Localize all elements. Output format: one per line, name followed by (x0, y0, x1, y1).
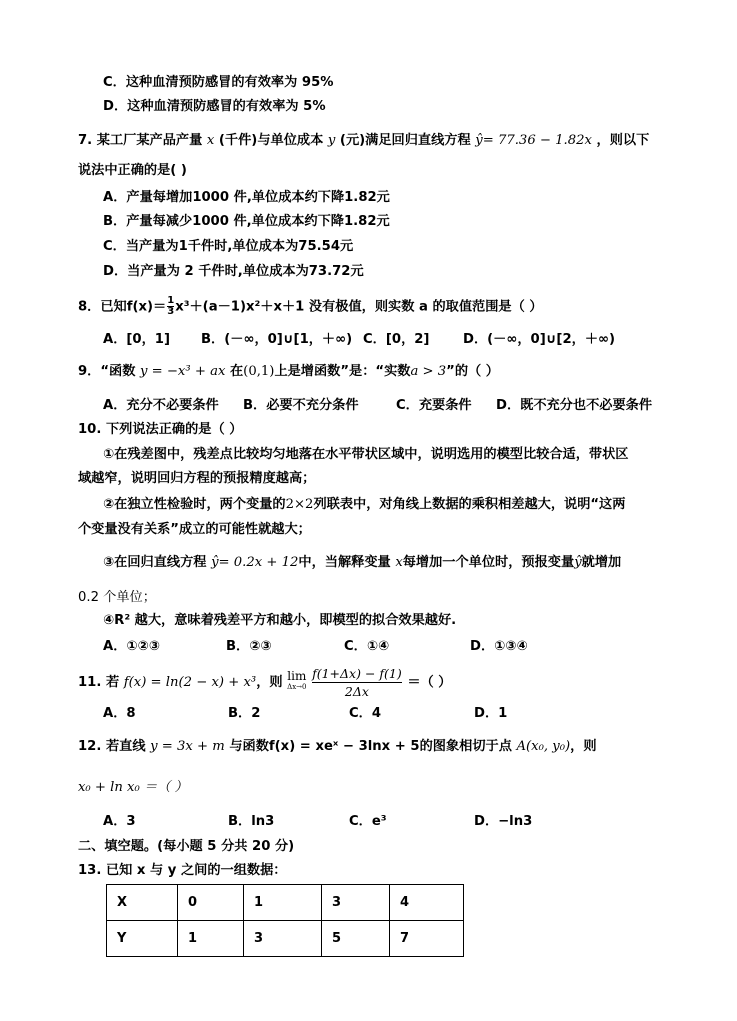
q10-s2-text: ②在独立性检验时，两个变量的 (103, 497, 286, 512)
q9-stem (78, 363, 499, 381)
q10-option-b: B．②③ (226, 639, 272, 654)
q12-options (103, 813, 532, 831)
q7-stem-text: ，则以下 (596, 133, 650, 148)
frac-numerator: 1 (167, 295, 175, 306)
q11-option-b: B．2 (228, 706, 261, 721)
q12-option-a: A．3 (103, 814, 136, 829)
q9-options (103, 397, 652, 415)
q9-option-c: C．充要条件 (396, 398, 472, 413)
q12-stem-text: ，则 (570, 739, 597, 754)
q7-stem (78, 132, 649, 150)
q9-function: y = −x³ + ax (140, 364, 226, 379)
q10-s3-equation: ŷ= 0.2x + 12 (211, 555, 299, 570)
q10-s2-table-size: 2×2 (285, 497, 314, 512)
table-cell: 0 (178, 885, 244, 921)
q10-statement-3 (103, 554, 621, 572)
q11-stem-text: ＝（ ） (407, 675, 452, 690)
q10-option-d: D．①③④ (470, 639, 528, 654)
q12-option-c: C．e³ (349, 814, 387, 829)
q11-lim-sub: Δx→0 (287, 683, 307, 691)
q8-stem-text: 8．已知f(x)＝ (78, 299, 167, 315)
q10-option-c: C．①④ (344, 639, 390, 654)
q8-stem (78, 296, 543, 319)
q7-option-b: B．产量每减少1000 件,单位成本约下降1.82元 (103, 214, 390, 229)
q7-var-x: x (206, 133, 215, 148)
q6-option-d: D．这种血清预防感冒的有效率为 5% (103, 99, 326, 114)
q8-option-d: D．(－∞，0]∪[2，＋∞) (463, 332, 616, 347)
q9-interval: (0,1) (243, 364, 275, 379)
table-cell: 1 (178, 921, 244, 957)
q11-limit (287, 671, 306, 693)
q12-stem-text: 与函数f(x) = xeˣ − 3lnx + 5的图象相切于点 (229, 739, 512, 754)
q9-option-b: B．必要不充分条件 (243, 398, 359, 413)
q10-statement-2-cont: 个变量没有关系”成立的可能性就越大； (78, 522, 311, 537)
q7-stem-text: 7. 某工厂某产品产量 (78, 133, 203, 148)
table-cell: 5 (322, 921, 390, 957)
table-row (107, 885, 464, 921)
q7-option-d: D．当产量为 2 千件时,单位成本为73.72元 (103, 264, 364, 279)
section-heading: 二、填空题。(每小题 5 分共 20 分) (78, 839, 295, 854)
q9-condition: a > 3 (410, 364, 447, 379)
q10-statement-2 (103, 496, 625, 514)
q12-point: A(x₀, y₀) (516, 739, 571, 754)
frac-denominator: 3 (167, 306, 175, 317)
table-cell: 1 (244, 885, 322, 921)
q7-option-c: C．当产量为1千件时,单位成本为75.54元 (103, 239, 354, 254)
q8-option-a: A．[0，1] (103, 332, 170, 347)
q12-stem-text: 12. 若直线 (78, 739, 146, 754)
table-cell: 7 (390, 921, 464, 957)
q7-stem-text: (千件)与单位成本 (218, 133, 324, 148)
table-cell: 3 (244, 921, 322, 957)
q11-stem-text: 11. 若 (78, 675, 120, 690)
q8-stem-text: x³＋(a－1)x²＋x＋1 没有极值，则实数 a 的取值范围是（ ） (175, 299, 543, 315)
q12-expression: x₀ + ln x₀ ＝（ ） (78, 780, 188, 795)
q10-s3-var-x: x (395, 555, 403, 570)
q11-function: f(x) = ln(2 − x) + x³ (123, 675, 257, 690)
q10-statement-1: ①在残差图中，残差点比较均匀地落在水平带状区域中，说明选用的模型比较合适，带状区 (103, 447, 629, 462)
q7-stem-text: (元)满足回归直线方程 (339, 133, 471, 148)
q10-s3-text: 中，当解释变量 (298, 555, 391, 570)
q9-option-d: D．既不充分也不必要条件 (496, 398, 653, 413)
q7-equation: ŷ= 77.36 − 1.82x (475, 133, 592, 148)
q12-option-d: D．−ln3 (474, 814, 533, 829)
q10-option-a: A．①②③ (103, 639, 160, 654)
frac-denominator: 2Δx (344, 683, 369, 699)
q10-s2-text: 列联表中，对角线上数据的乘积相差越大，说明“这两 (313, 497, 626, 512)
q11-options (103, 705, 507, 723)
q11-option-c: C．4 (349, 706, 382, 721)
table-cell: 4 (390, 885, 464, 921)
q10-s3-text: 每增加一个单位时，预报变量 (402, 555, 575, 570)
q9-option-a: A．充分不必要条件 (103, 398, 219, 413)
q7-stem-line2: 说法中正确的是( ) (78, 163, 187, 178)
q12-stem-line2 (78, 779, 188, 797)
q8-option-c: C．[0，2] (363, 332, 430, 347)
table-cell: Y (107, 921, 178, 957)
q8-option-b: B．(－∞，0]∪[1，＋∞) (201, 332, 353, 347)
table-row (107, 921, 464, 957)
q8-fraction (167, 296, 174, 317)
q10-s3-text: 就增加 (581, 555, 622, 570)
q9-stem-text: ”的（ ） (446, 364, 499, 379)
q11-fraction (312, 665, 402, 700)
frac-numerator: f(1+Δx) − f(1) (312, 665, 402, 681)
q10-s3-text: ③在回归直线方程 (103, 555, 207, 570)
q12-option-b: B．ln3 (228, 814, 275, 829)
q13-data-table (106, 884, 464, 957)
q10-s3-var-y: ŷ (574, 555, 582, 570)
q10-statement-3-cont: 0.2 个单位； (78, 590, 156, 605)
q7-option-a: A．产量每增加1000 件,单位成本约下降1.82元 (103, 190, 390, 205)
q12-line: y = 3x + m (150, 739, 225, 754)
q7-var-y: y (327, 133, 336, 148)
q10-statement-4: ④R² 越大，意味着残差平方和越小，即模型的拟合效果越好. (103, 613, 457, 628)
q10-statement-1-cont: 域越窄，说明回归方程的预报精度越高； (78, 471, 316, 486)
q9-stem-text: 9．“函数 (78, 364, 136, 379)
q6-option-c: C．这种血清预防感冒的有效率为 95% (103, 75, 334, 90)
q11-lim-text: lim (287, 669, 307, 683)
q8-options (103, 331, 615, 349)
q11-option-a: A．8 (103, 706, 136, 721)
table-cell: 3 (322, 885, 390, 921)
q11-option-d: D．1 (474, 706, 508, 721)
q11-stem (78, 663, 451, 703)
q10-stem: 10. 下列说法正确的是（ ） (78, 422, 243, 437)
q10-options (103, 638, 528, 656)
q12-stem (78, 738, 597, 756)
q9-stem-text: 在 (229, 364, 244, 379)
q13-stem: 13. 已知 x 与 y 之间的一组数据： (78, 863, 287, 878)
q9-stem-text: 上是增函数”是：“实数 (274, 364, 411, 379)
table-cell: X (107, 885, 178, 921)
q11-stem-text: ，则 (256, 675, 283, 690)
